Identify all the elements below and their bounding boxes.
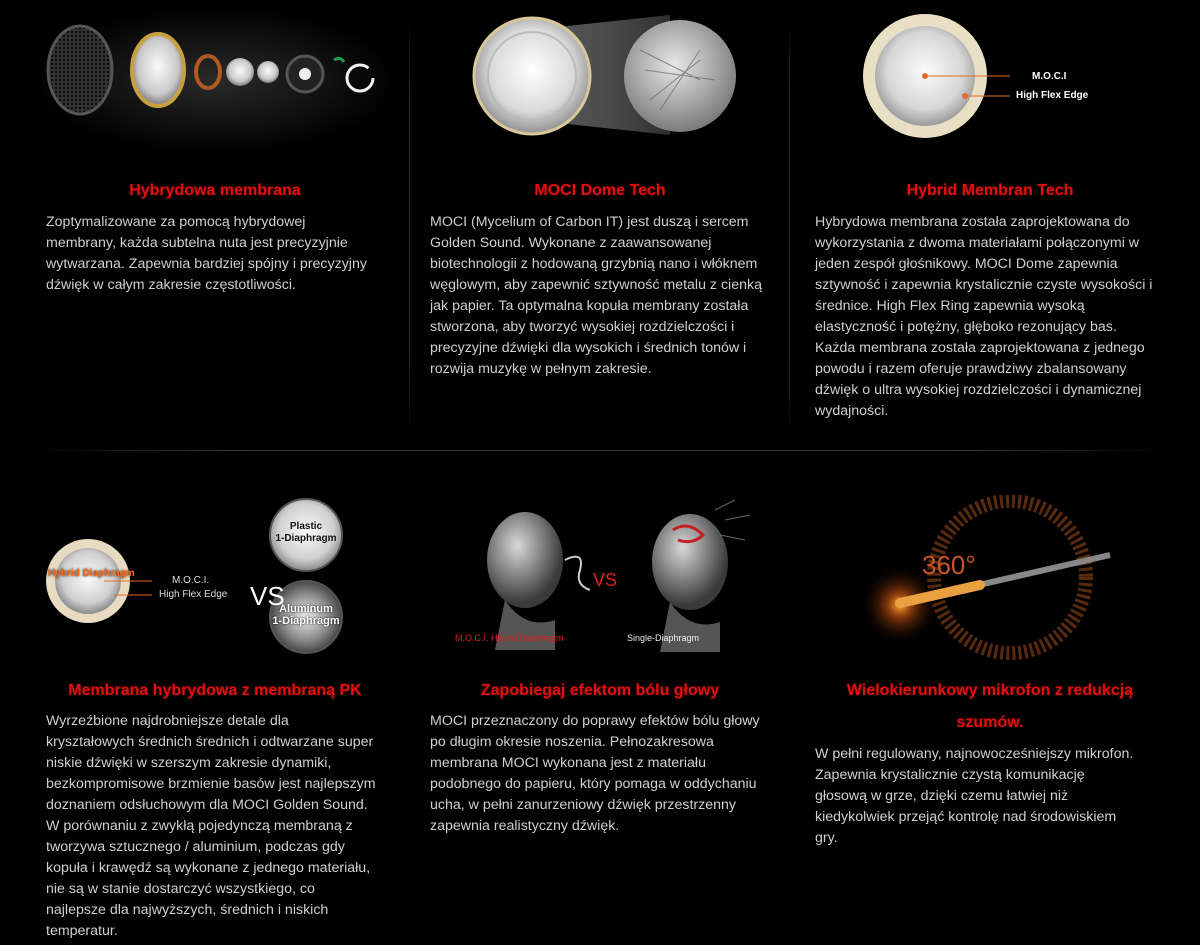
feature-title: Hybrydowa membrana [129, 182, 301, 199]
diaphragm-comparison-image [44, 495, 394, 655]
row-divider [20, 450, 1180, 451]
feature-description: Hybrydowa membrana została zaprojektowana do wykorzystania z dwoma materiałami połączonymi w jeden zespół głośnikowy. MOCI Dome zapewnia sztywność i zapewnia krystalicznie czyste wysokości i średnice. High Flex Ring zapewnia wysoką elastyczność i potężny, głęboko rezonujący bas. Każda membrana została zaprojektowana z jednego powodu i razem oferuje prawdziwy zbalansowany dźwięk o ultra wysokiej rozdzielczości i dynamicznej wydajności. [815, 214, 1153, 419]
hybrid-diaphragm-tag: Hybrid Diaphragm [48, 568, 135, 579]
feature-title: Hybrid Membran Tech [906, 182, 1074, 199]
vs-label: VS [250, 581, 285, 611]
moci-callout-label: M.O.C.I. [172, 575, 210, 586]
feature-title: MOCI Dome Tech [534, 182, 666, 199]
feature-title: Zapobiegaj efektom bólu głowy [480, 682, 720, 699]
head-comparison-image [445, 490, 775, 660]
aluminum-diaphragm-label: Aluminum 1-Diaphragm [272, 603, 340, 627]
feature-description: MOCI (Mycelium of Carbon IT) jest duszą i sercem Golden Sound. Wykonane z zaawansowanej biotechnologii z hodowaną grzybnią nano i włóknem węglowym, aby zapewnić sztywność metalu z cienką jak papier. Ta optymalna kopuła membrany została stworzona, aby tworzyć wysokiej rozdzielczości i precyzyjne dźwięki dla wysokich i średnich tonów i rozwija muzykę w pełnym zakresie. [430, 214, 762, 377]
plastic-diaphragm-label: Plastic 1-Diaphragm [275, 521, 337, 544]
feature-card-microphone [790, 475, 1190, 945]
hybrid-diaphragm-caption: M.O.C.I. Hybrid Diaphragm [455, 633, 564, 643]
edge-callout-label: High Flex Edge [159, 589, 228, 600]
moci-callout-label: M.O.C.I [1032, 71, 1067, 82]
hybrid-membrane-image [860, 12, 1120, 142]
feature-description: W pełni regulowany, najnowocześniejszy mikrofon. Zapewnia krystalicznie czystą komunikację głosową w grze, dzięki czemu łatwiej niż kiedykolwiek przejąć kontrolę nad środowiskiem gry. [815, 746, 1134, 846]
feature-title: Membrana hybrydowa z membraną PK [68, 682, 362, 699]
feature-description: MOCI przeznaczony do poprawy efektów bólu głowy po długim okresie noszenia. Pełnozakresowa membrana MOCI wykonana jest z materiału podobnego do papieru, który pomaga w oddychaniu ucha, w pełni zanurzeniowy dźwięk przestrzenny zapewnia realistyczny dźwięk. [430, 713, 760, 834]
moci-dome-image [470, 10, 740, 140]
feature-card-hybrid-membrane [30, 0, 400, 450]
feature-description: Zoptymalizowane za pomocą hybrydowej membrany, każda subtelna nuta jest precyzyjnie wytwarzana. Zapewnia bardziej spójny i precyzyjny dźwięk w całym zakresie częstotliwości. [46, 214, 367, 293]
microphone-360-image [860, 495, 1120, 660]
single-diaphragm-caption: Single-Diaphragm [627, 633, 700, 643]
vs-label: VS [593, 570, 618, 590]
feature-title: Wielokierunkowy mikrofon z redukcją szumów. [846, 682, 1134, 731]
feature-card-moci-dome [410, 0, 790, 450]
mic-360-label: 360° [922, 550, 976, 580]
feature-description: Wyrzeźbione najdrobniejsze detale dla kryształowych średnich średnich i odtwarzane super niskie dźwięki w szerszym zakresie dynamiki, bezkompromisowe brzmienie basów jest najlepszym doznaniem odsłuchowym dla MOCI Golden Sound. W porównaniu z zwykłą pojedynczą membraną z tworzywa sztucznego / aluminium, podczas gdy kopuła i krawędź są wykonane z jednego materiału, nie są w stanie dostarczyć wszystkiego, co najlepsze dla najwyższych, średnich i niskich temperatur. [46, 713, 376, 939]
feature-card-pk-membrane [30, 475, 400, 945]
feature-card-headache-prevention [410, 475, 790, 945]
driver-components-image [42, 10, 388, 150]
edge-callout-label: High Flex Edge [1016, 90, 1089, 101]
feature-card-hybrid-membran-tech [790, 0, 1190, 450]
